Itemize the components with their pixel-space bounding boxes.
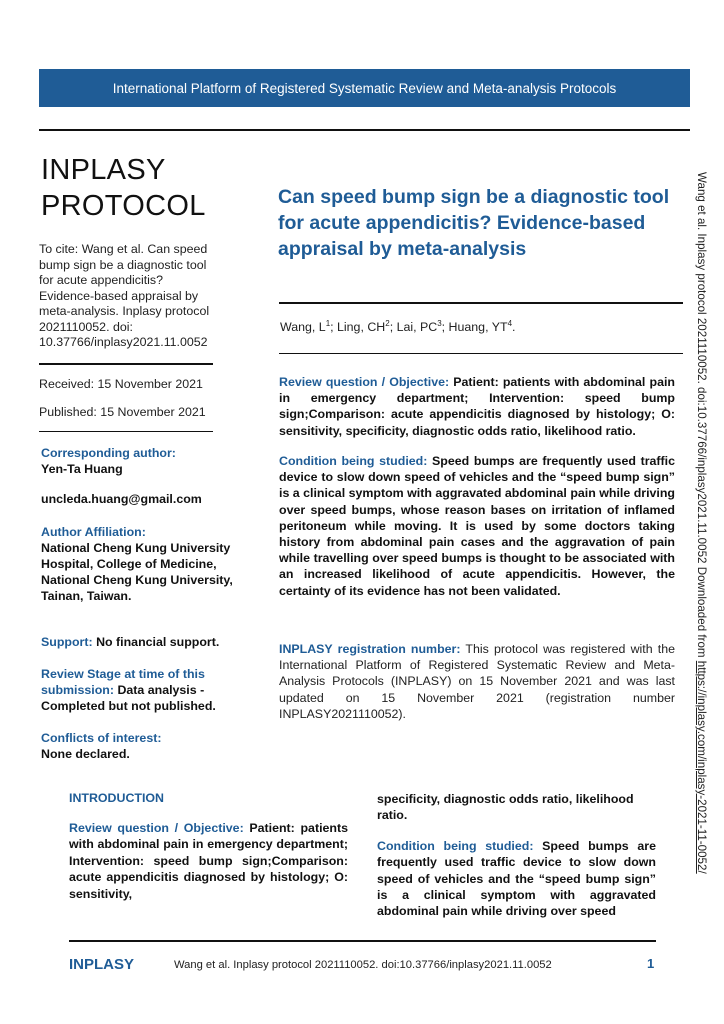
registration-label: INPLASY registration number: [279,642,461,656]
condition-text: Speed bumps are frequently used traffic device to slow down speed of vehicles and the “speed bump sign” is a clinical symptom with aggravated abdominal pain while driving over speed bumps, whose reason bases on irritation of inflamed peritoneum while moving. It is used by some doctors taking history from abdominal pain cases and the aggravation of pain while travelling over speed bumps is thought to be associated with an increased likelihood of acute appendicitis. However, the certainty of its evidence has not been validated. [279,454,675,598]
review-stage [41,666,236,714]
page-number: 1 [647,956,655,971]
author-end: . [512,320,516,335]
date-rule [39,431,213,432]
header-rule [39,129,690,131]
author-2-affil: 2 [385,319,390,328]
author-4: ; Huang, YT [441,320,508,335]
author-1: Wang, L [280,320,326,335]
condition-label: Condition being studied: [279,454,428,468]
conflicts-text: None declared. [41,747,130,761]
intro-condition-label: Condition being studied: [377,838,534,853]
affiliation-label: Author Affiliation: [41,525,146,539]
author-3: ; Lai, PC [389,320,438,335]
banner-text: International Platform of Registered Systematic Review and Meta-analysis Protocols [112,80,617,96]
intro-rq-continued: specificity, diagnostic odds ratio, likelihood ratio. [377,792,634,823]
support [41,634,236,650]
received-date: Received: 15 November 2021 [39,377,203,391]
affiliation-text: National Cheng Kung University Hospital, College of Medicine, National Cheng Kung University, Tainan, Taiwan. [41,541,233,603]
review-question-label: Review question / Objective: [279,375,450,389]
author-2: ; Ling, CH [330,320,386,335]
citation-rule [39,363,213,365]
article-title: Can speed bump sign be a diagnostic tool for acute appendicitis? Evidence-based appraisal by meta-analysis [278,186,670,260]
review-question-text: Patient: patients with abdominal pain in emergency department; Intervention: speed bump sign;Comparison: acute appendicitis diagnosed by histology; O: sensitivity, specificity, diagnostic odds ratio, likelihood ratio. [279,375,675,438]
authors-rule [279,353,683,354]
corresponding-name: Yen-Ta Huang [41,462,123,476]
intro-rq-text: Patient: patients with abdominal pain in emergency department; Intervention: speed bump sign;Comparison: acute appendicitis diagnosed by histology; O: sensitivity, [69,821,348,901]
registration-text: This protocol was registered with the International Platform of Registered Systematic Review and Meta-Analysis Protocols (INPLASY) on 15 November 2021 and was last updated on 15 November 2021 (registration number INPLASY2021110052). [279,642,675,721]
intro-review-question [69,820,348,902]
published-date: Published: 15 November 2021 [39,405,206,419]
corresponding-label: Corresponding author: [41,446,176,460]
brand-title [41,152,206,224]
footer-citation: Wang et al. Inplasy protocol 2021110052. doi:10.37766/inplasy2021.11.0052 [174,959,552,971]
support-label: Support: [41,635,93,649]
citation: To cite: Wang et al. Can speed bump sign be a diagnostic tool for acute appendicitis? Evidence-based appraisal by meta-analysis. Inplasy protocol 2021110052. doi: 10.37766/inplasy2021.11.0052 [39,242,210,349]
intro-condition-text: Speed bumps are frequently used traffic device to slow down speed of vehicles and the “speed bump sign” is a clinical symptom with aggravated abdominal pain while driving over speed [377,838,656,919]
brand-line-2: PROTOCOL [41,190,206,222]
condition-studied [279,453,675,599]
support-text: No financial support. [96,635,220,649]
intro-heading: INTRODUCTION [69,791,164,805]
conflicts [41,730,236,762]
brand-line-1: INPLASY [41,154,166,186]
conflicts-label: Conflicts of interest: [41,731,162,745]
review-stage-label: Review Stage at time of this submission: [41,667,205,697]
registration [279,641,675,722]
side-note-text [695,172,708,874]
download-side-note [686,172,716,912]
title-rule [279,302,683,304]
review-question [279,374,675,439]
intro-right-column [377,791,656,920]
side-note-link[interactable]: https://inplasy.com/inplasy-2021-11-0052/ [695,660,708,874]
footer-rule [69,940,656,942]
author-affiliation [41,524,236,604]
header-banner [39,69,690,107]
side-note-prefix: Wang et al. Inplasy protocol 2021110052. doi:10.37766/inplasy2021.11.0052 Downloaded from [695,172,708,661]
corresponding-email[interactable]: uncleda.huang@gmail.com [41,492,202,506]
author-3-affil: 3 [437,319,442,328]
author-list [280,319,515,334]
corresponding-author [41,445,236,507]
author-4-affil: 4 [507,319,513,328]
review-stage-text: Data analysis - Completed but not published. [41,683,216,713]
intro-rq-label: Review question / Objective: [69,821,244,835]
intro-condition [377,838,656,920]
footer-brand: INPLASY [69,956,135,973]
author-1-affil: 1 [325,319,331,328]
